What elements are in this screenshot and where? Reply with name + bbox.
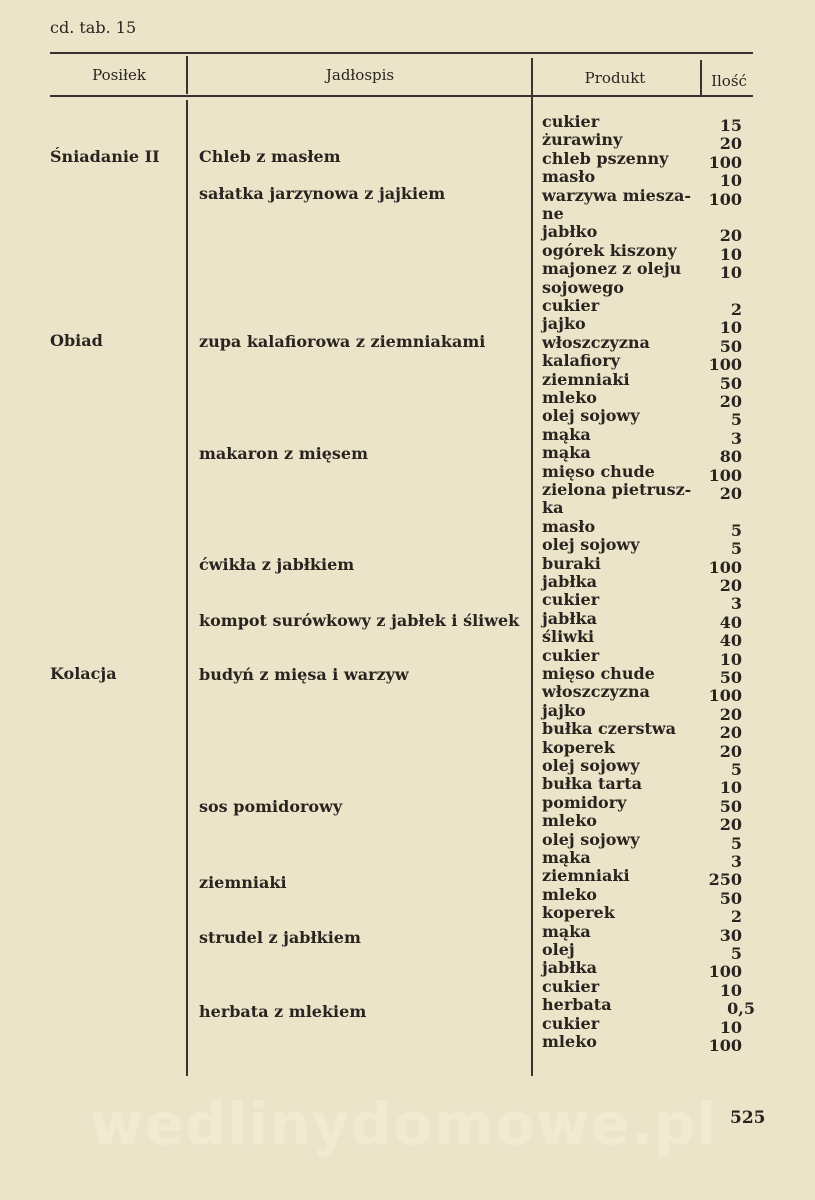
quantity-value: 3 [730, 594, 742, 613]
watermark: wedlinydomowe.pl [90, 1090, 718, 1158]
dish-name: ziemniaki [199, 873, 287, 892]
product-name: jabłka [542, 958, 597, 977]
quantity-value: 80 [719, 447, 742, 466]
product-name: ziemniaki [542, 370, 630, 389]
quantity-value: 2 [730, 907, 742, 926]
quantity-value: 100 [708, 558, 742, 577]
quantity-value: 50 [719, 668, 742, 687]
product-name: buraki [542, 554, 601, 573]
product-name: jajko [542, 314, 586, 333]
quantity-value: 100 [708, 466, 742, 485]
quantity-value: 5 [730, 539, 742, 558]
quantity-value: 10 [719, 650, 742, 669]
product-name: cukier [542, 112, 600, 131]
quantity-value: 5 [730, 410, 742, 429]
product-name: olej [542, 940, 575, 959]
dish-name: ćwikła z jabłkiem [199, 555, 355, 574]
quantity-value: 20 [719, 392, 742, 411]
dish-name: makaron z mięsem [199, 444, 369, 463]
quantity-value: 50 [719, 374, 742, 393]
product-name: pomidory [542, 793, 627, 812]
dish-name: sałatka jarzynowa z jajkiem [199, 184, 446, 203]
quantity-value: 20 [719, 742, 742, 761]
quantity-value: 5 [730, 944, 742, 963]
product-name: majonez z oleju [542, 259, 682, 278]
product-name: ogórek kiszony [542, 241, 677, 260]
dish-name: zupa kalafiorowa z ziemniakami [199, 332, 486, 351]
product-name: warzywa miesza- [542, 186, 691, 205]
header-top-rule [50, 52, 753, 54]
product-name: włoszczyzna [542, 333, 650, 352]
product-name: koperek [542, 738, 615, 757]
product-name: mąka [542, 922, 591, 941]
quantity-value: 50 [719, 337, 742, 356]
product-name: mleko [542, 1032, 597, 1051]
product-name: jajko [542, 701, 586, 720]
dish-name: herbata z mlekiem [199, 1002, 367, 1021]
quantity-value: 5 [730, 834, 742, 853]
quantity-value: 2 [730, 300, 742, 319]
meal-label: Kolacja [50, 664, 117, 683]
quantity-value: 30 [719, 926, 742, 945]
quantity-value: 20 [719, 723, 742, 742]
quantity-value: 15 [719, 116, 742, 135]
header-bottom-rule [50, 95, 753, 97]
product-name: jabłka [542, 609, 597, 628]
product-name: mleko [542, 885, 597, 904]
product-name: mąka [542, 425, 591, 444]
product-name: cukier [542, 977, 600, 996]
product-name: kalafiory [542, 351, 620, 370]
dish-name: Chleb z masłem [199, 147, 341, 166]
product-name: olej sojowy [542, 535, 640, 554]
product-name: ne [542, 204, 564, 223]
product-name: ziemniaki [542, 866, 630, 885]
product-name: mleko [542, 811, 597, 830]
quantity-value: 50 [719, 797, 742, 816]
product-name: śliwki [542, 627, 595, 646]
column-divider [531, 58, 533, 1076]
product-name: zielona pietrusz- [542, 480, 692, 499]
product-name: olej sojowy [542, 406, 640, 425]
quantity-value: 10 [719, 318, 742, 337]
product-name: mięso chude [542, 664, 655, 683]
quantity-value: 20 [719, 484, 742, 503]
dish-name: strudel z jabłkiem [199, 928, 361, 947]
quantity-value: 100 [708, 962, 742, 981]
column-divider [186, 56, 188, 94]
product-name: cukier [542, 590, 600, 609]
dish-name: kompot surówkowy z jabłek i śliwek [199, 611, 520, 630]
quantity-value: 40 [719, 613, 742, 632]
dish-name: budyń z mięsa i warzyw [199, 665, 409, 684]
quantity-value: 20 [719, 705, 742, 724]
column-divider [186, 100, 188, 1076]
quantity-value: 10 [719, 171, 742, 190]
product-name: włoszczyzna [542, 682, 650, 701]
product-name: żurawiny [542, 130, 623, 149]
page-number: 525 [730, 1108, 766, 1128]
quantity-value: 10 [719, 1018, 742, 1037]
quantity-value: 20 [719, 134, 742, 153]
quantity-value: 20 [719, 576, 742, 595]
product-name: mąka [542, 848, 591, 867]
quantity-value: 5 [730, 760, 742, 779]
column-divider [700, 60, 702, 96]
dish-name: sos pomidorowy [199, 797, 343, 816]
quantity-value: 250 [708, 870, 742, 889]
header-product: Produkt [584, 69, 646, 87]
product-name: jabłka [542, 572, 597, 591]
product-name: cukier [542, 646, 600, 665]
product-name: olej sojowy [542, 756, 640, 775]
header-quantity: Ilość [711, 72, 747, 90]
quantity-value: 3 [730, 852, 742, 871]
product-name: bułka tarta [542, 774, 642, 793]
quantity-value: 100 [708, 355, 742, 374]
quantity-value: 100 [708, 153, 742, 172]
quantity-value: 50 [719, 889, 742, 908]
product-name: ka [542, 498, 564, 517]
quantity-value: 20 [719, 815, 742, 834]
product-name: herbata [542, 995, 612, 1014]
quantity-value: 10 [719, 245, 742, 264]
product-name: mąka [542, 443, 591, 462]
quantity-value: 100 [708, 190, 742, 209]
table-caption: cd. tab. 15 [50, 18, 137, 37]
quantity-value: 40 [719, 631, 742, 650]
quantity-value: 20 [719, 226, 742, 245]
quantity-value: 10 [719, 981, 742, 1000]
product-name: masło [542, 167, 596, 186]
quantity-value: 100 [708, 686, 742, 705]
meal-label: Obiad [50, 331, 103, 350]
product-name: cukier [542, 1014, 600, 1033]
quantity-value: 100 [708, 1036, 742, 1055]
product-name: cukier [542, 296, 600, 315]
quantity-value: 10 [719, 263, 742, 282]
product-name: olej sojowy [542, 830, 640, 849]
quantity-value: 5 [730, 521, 742, 540]
product-name: jabłko [542, 222, 598, 241]
product-name: chleb pszenny [542, 149, 669, 168]
product-name: mleko [542, 388, 597, 407]
product-name: masło [542, 517, 596, 536]
product-name: koperek [542, 903, 615, 922]
quantity-value: 10 [719, 778, 742, 797]
meal-label: Śniadanie II [50, 147, 160, 166]
quantity-value: 3 [730, 429, 742, 448]
product-name: mięso chude [542, 462, 655, 481]
header-meal: Posiłek [92, 66, 146, 84]
header-menu: Jadłospis [325, 66, 395, 84]
quantity-value: 0,5 [727, 999, 755, 1018]
product-name: bułka czerstwa [542, 719, 676, 738]
product-name: sojowego [542, 278, 624, 297]
